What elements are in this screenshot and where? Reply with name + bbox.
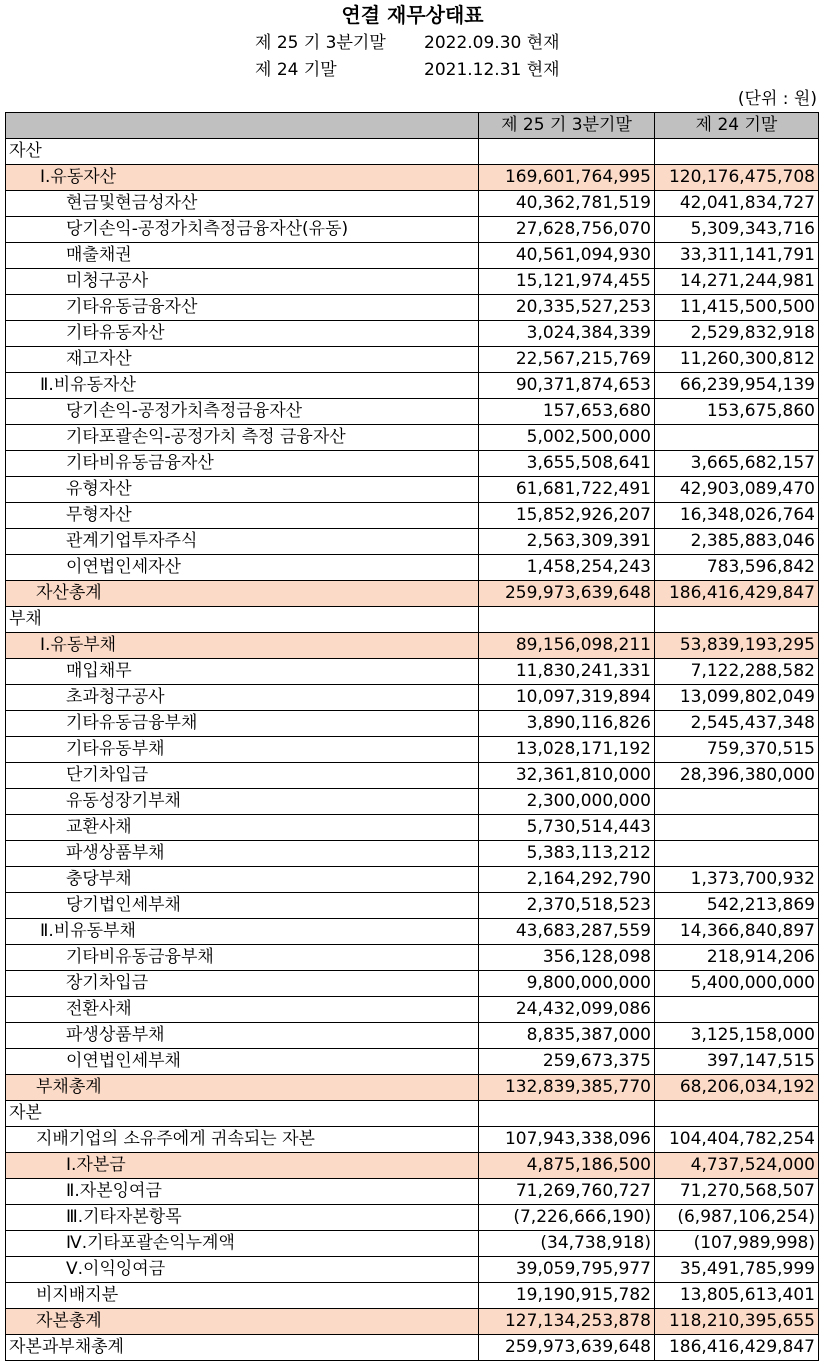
- account-name-cell: 이연법인세자산: [6, 555, 479, 581]
- current-amount-cell: 71,269,760,727: [479, 1179, 655, 1205]
- prior-amount-cell: 783,596,842: [655, 555, 819, 581]
- prior-amount-cell: [655, 789, 819, 815]
- current-amount-cell: 2,370,518,523: [479, 893, 655, 919]
- current-amount-cell: 43,683,287,559: [479, 919, 655, 945]
- current-amount-cell: 8,835,387,000: [479, 1023, 655, 1049]
- account-name-cell: 자본과부채총계: [6, 1335, 479, 1361]
- current-amount-cell: 32,361,810,000: [479, 763, 655, 789]
- current-amount-cell: 1,458,254,243: [479, 555, 655, 581]
- account-name-cell: 당기손익-공정가치측정금융자산: [6, 399, 479, 425]
- prior-amount-cell: [655, 425, 819, 451]
- table-row: [6, 295, 819, 321]
- prior-amount-cell: 4,737,524,000: [655, 1153, 819, 1179]
- current-amount-cell: [479, 1101, 655, 1127]
- prior-amount-cell: [655, 139, 819, 165]
- account-name-cell: 관계기업투자주식: [6, 529, 479, 555]
- prior-amount-cell: 1,373,700,932: [655, 867, 819, 893]
- current-amount-cell: (7,226,666,190): [479, 1205, 655, 1231]
- prior-amount-cell: 218,914,206: [655, 945, 819, 971]
- current-amount-cell: 15,852,926,207: [479, 503, 655, 529]
- table-row: [6, 997, 819, 1023]
- unit-label: (단위 : 원): [737, 89, 817, 109]
- account-name-cell: 기타비유동금융자산: [6, 451, 479, 477]
- prior-amount-cell: 35,491,785,999: [655, 1257, 819, 1283]
- prior-amount-cell: 186,416,429,847: [655, 1335, 819, 1361]
- prior-amount-cell: 3,665,682,157: [655, 451, 819, 477]
- table-header-row: [6, 113, 819, 139]
- current-amount-cell: 11,830,241,331: [479, 659, 655, 685]
- account-name-cell: 기타비유동금융부채: [6, 945, 479, 971]
- balance-sheet-table: [5, 112, 819, 1361]
- table-row: [6, 789, 819, 815]
- table-row: [6, 1231, 819, 1257]
- current-amount-cell: 40,362,781,519: [479, 191, 655, 217]
- current-amount-cell: 15,121,974,455: [479, 269, 655, 295]
- account-name-cell: 유형자산: [6, 477, 479, 503]
- account-name-cell: Ⅲ.기타자본항목: [6, 1205, 479, 1231]
- prior-amount-cell: 71,270,568,507: [655, 1179, 819, 1205]
- table-row: [6, 815, 819, 841]
- prior-amount-cell: 5,400,000,000: [655, 971, 819, 997]
- account-name-cell: 지배기업의 소유주에게 귀속되는 자본: [6, 1127, 479, 1153]
- prior-amount-cell: 28,396,380,000: [655, 763, 819, 789]
- prior-amount-cell: 42,903,089,470: [655, 477, 819, 503]
- account-name-cell: 당기법인세부채: [6, 893, 479, 919]
- current-amount-cell: 4,875,186,500: [479, 1153, 655, 1179]
- prior-amount-cell: 186,416,429,847: [655, 581, 819, 607]
- account-name-cell: 자산: [6, 139, 479, 165]
- account-name-cell: 부채: [6, 607, 479, 633]
- current-amount-cell: 5,383,113,212: [479, 841, 655, 867]
- table-body: [6, 139, 819, 1361]
- prior-amount-cell: [655, 841, 819, 867]
- table-row: [6, 347, 819, 373]
- table-row: [6, 191, 819, 217]
- current-amount-cell: 169,601,764,995: [479, 165, 655, 191]
- current-amount-cell: 5,730,514,443: [479, 815, 655, 841]
- prior-amount-cell: 5,309,343,716: [655, 217, 819, 243]
- current-amount-cell: 27,628,756,070: [479, 217, 655, 243]
- prior-amount-cell: 42,041,834,727: [655, 191, 819, 217]
- current-amount-cell: 40,561,094,930: [479, 243, 655, 269]
- account-name-cell: 미청구공사: [6, 269, 479, 295]
- prior-amount-cell: 7,122,288,582: [655, 659, 819, 685]
- current-column-header: 제 25 기 3분기말: [479, 113, 655, 139]
- current-amount-cell: 10,097,319,894: [479, 685, 655, 711]
- prior-amount-cell: [655, 1101, 819, 1127]
- table-row: [6, 451, 819, 477]
- current-period-label: 제 25 기 3분기말: [255, 33, 386, 53]
- prior-amount-cell: 104,404,782,254: [655, 1127, 819, 1153]
- current-amount-cell: 356,128,098: [479, 945, 655, 971]
- table-row: [6, 1309, 819, 1335]
- prior-amount-cell: [655, 607, 819, 633]
- account-name-cell: 교환사채: [6, 815, 479, 841]
- account-name-cell: 기타유동금융부채: [6, 711, 479, 737]
- account-name-cell: Ⅰ.유동자산: [6, 165, 479, 191]
- account-name-cell: 충당부채: [6, 867, 479, 893]
- account-name-cell: 파생상품부채: [6, 1023, 479, 1049]
- table-row: [6, 425, 819, 451]
- table-row: [6, 1127, 819, 1153]
- current-amount-cell: 22,567,215,769: [479, 347, 655, 373]
- table-row: [6, 893, 819, 919]
- prior-amount-cell: 2,385,883,046: [655, 529, 819, 555]
- account-name-cell: 자본: [6, 1101, 479, 1127]
- table-row: [6, 477, 819, 503]
- current-amount-cell: 13,028,171,192: [479, 737, 655, 763]
- prior-amount-cell: 53,839,193,295: [655, 633, 819, 659]
- current-period-date: 2022.09.30 현재: [424, 33, 560, 53]
- current-amount-cell: 90,371,874,653: [479, 373, 655, 399]
- current-amount-cell: [479, 139, 655, 165]
- current-amount-cell: 3,024,384,339: [479, 321, 655, 347]
- table-row: [6, 659, 819, 685]
- account-name-cell: Ⅱ.비유동부채: [6, 919, 479, 945]
- table-row: [6, 711, 819, 737]
- current-amount-cell: [479, 607, 655, 633]
- current-amount-cell: 9,800,000,000: [479, 971, 655, 997]
- prior-period-label: 제 24 기말: [255, 60, 337, 80]
- account-name-cell: 파생상품부채: [6, 841, 479, 867]
- table-row: [6, 243, 819, 269]
- current-amount-cell: 2,300,000,000: [479, 789, 655, 815]
- table-row: [6, 971, 819, 997]
- current-amount-cell: 157,653,680: [479, 399, 655, 425]
- table-row: [6, 581, 819, 607]
- prior-amount-cell: 120,176,475,708: [655, 165, 819, 191]
- prior-amount-cell: [655, 815, 819, 841]
- prior-amount-cell: 153,675,860: [655, 399, 819, 425]
- prior-amount-cell: 33,311,141,791: [655, 243, 819, 269]
- table-row: [6, 633, 819, 659]
- table-row: [6, 555, 819, 581]
- prior-amount-cell: (107,989,998): [655, 1231, 819, 1257]
- current-amount-cell: 89,156,098,211: [479, 633, 655, 659]
- table-row: [6, 737, 819, 763]
- account-name-cell: Ⅴ.이익잉여금: [6, 1257, 479, 1283]
- current-amount-cell: 5,002,500,000: [479, 425, 655, 451]
- statement-title: 연결 재무상태표: [341, 3, 484, 27]
- prior-amount-cell: 542,213,869: [655, 893, 819, 919]
- prior-column-header: 제 24 기말: [655, 113, 819, 139]
- current-amount-cell: 2,563,309,391: [479, 529, 655, 555]
- account-name-cell: 재고자산: [6, 347, 479, 373]
- table-row: [6, 841, 819, 867]
- current-amount-cell: 61,681,722,491: [479, 477, 655, 503]
- account-name-cell: 비지배지분: [6, 1283, 479, 1309]
- account-name-cell: 현금및현금성자산: [6, 191, 479, 217]
- account-column-header: [6, 113, 479, 139]
- current-amount-cell: 39,059,795,977: [479, 1257, 655, 1283]
- account-name-cell: 이연법인세부채: [6, 1049, 479, 1075]
- prior-amount-cell: 2,545,437,348: [655, 711, 819, 737]
- prior-amount-cell: 14,366,840,897: [655, 919, 819, 945]
- account-name-cell: 자본총계: [6, 1309, 479, 1335]
- table-row: [6, 607, 819, 633]
- table-row: [6, 919, 819, 945]
- account-name-cell: 유동성장기부채: [6, 789, 479, 815]
- current-amount-cell: 2,164,292,790: [479, 867, 655, 893]
- table-row: [6, 269, 819, 295]
- table-row: [6, 1049, 819, 1075]
- prior-amount-cell: 13,099,802,049: [655, 685, 819, 711]
- current-amount-cell: 20,335,527,253: [479, 295, 655, 321]
- account-name-cell: 기타포괄손익-공정가치 측정 금융자산: [6, 425, 479, 451]
- table-row: [6, 867, 819, 893]
- table-row: [6, 1101, 819, 1127]
- account-name-cell: 기타유동자산: [6, 321, 479, 347]
- current-amount-cell: 107,943,338,096: [479, 1127, 655, 1153]
- table-row: [6, 763, 819, 789]
- prior-amount-cell: 13,805,613,401: [655, 1283, 819, 1309]
- account-name-cell: 자산총계: [6, 581, 479, 607]
- prior-amount-cell: 11,260,300,812: [655, 347, 819, 373]
- current-amount-cell: 132,839,385,770: [479, 1075, 655, 1101]
- prior-period-date: 2021.12.31 현재: [424, 60, 560, 80]
- current-amount-cell: 3,655,508,641: [479, 451, 655, 477]
- account-name-cell: 매입채무: [6, 659, 479, 685]
- prior-amount-cell: 66,239,954,139: [655, 373, 819, 399]
- account-name-cell: 매출채권: [6, 243, 479, 269]
- account-name-cell: 초과청구공사: [6, 685, 479, 711]
- prior-amount-cell: 68,206,034,192: [655, 1075, 819, 1101]
- table-row: [6, 399, 819, 425]
- account-name-cell: 당기손익-공정가치측정금융자산(유동): [6, 217, 479, 243]
- prior-amount-cell: 2,529,832,918: [655, 321, 819, 347]
- table-row: [6, 529, 819, 555]
- account-name-cell: Ⅱ.자본잉여금: [6, 1179, 479, 1205]
- table-row: [6, 373, 819, 399]
- current-amount-cell: 24,432,099,086: [479, 997, 655, 1023]
- table-row: [6, 321, 819, 347]
- prior-amount-cell: 14,271,244,981: [655, 269, 819, 295]
- prior-amount-cell: 11,415,500,500: [655, 295, 819, 321]
- account-name-cell: 기타유동금융자산: [6, 295, 479, 321]
- prior-amount-cell: 759,370,515: [655, 737, 819, 763]
- table-row: [6, 945, 819, 971]
- table-row: [6, 503, 819, 529]
- table-row: [6, 685, 819, 711]
- account-name-cell: 장기차입금: [6, 971, 479, 997]
- prior-amount-cell: (6,987,106,254): [655, 1205, 819, 1231]
- current-amount-cell: (34,738,918): [479, 1231, 655, 1257]
- table-row: [6, 1023, 819, 1049]
- prior-amount-cell: 16,348,026,764: [655, 503, 819, 529]
- table-row: [6, 1335, 819, 1361]
- current-amount-cell: 259,673,375: [479, 1049, 655, 1075]
- account-name-cell: 전환사채: [6, 997, 479, 1023]
- account-name-cell: Ⅰ.유동부채: [6, 633, 479, 659]
- prior-amount-cell: 397,147,515: [655, 1049, 819, 1075]
- account-name-cell: Ⅳ.기타포괄손익누계액: [6, 1231, 479, 1257]
- table-row: [6, 217, 819, 243]
- account-name-cell: 부채총계: [6, 1075, 479, 1101]
- table-row: [6, 1205, 819, 1231]
- table-row: [6, 1075, 819, 1101]
- table-row: [6, 1257, 819, 1283]
- current-amount-cell: 3,890,116,826: [479, 711, 655, 737]
- current-amount-cell: 259,973,639,648: [479, 1335, 655, 1361]
- current-amount-cell: 127,134,253,878: [479, 1309, 655, 1335]
- table-row: [6, 1283, 819, 1309]
- account-name-cell: Ⅰ.자본금: [6, 1153, 479, 1179]
- table-row: [6, 165, 819, 191]
- prior-amount-cell: [655, 997, 819, 1023]
- account-name-cell: Ⅱ.비유동자산: [6, 373, 479, 399]
- table-row: [6, 1179, 819, 1205]
- table-row: [6, 1153, 819, 1179]
- prior-amount-cell: 3,125,158,000: [655, 1023, 819, 1049]
- current-amount-cell: 19,190,915,782: [479, 1283, 655, 1309]
- account-name-cell: 기타유동부채: [6, 737, 479, 763]
- current-amount-cell: 259,973,639,648: [479, 581, 655, 607]
- account-name-cell: 단기차입금: [6, 763, 479, 789]
- table-row: [6, 139, 819, 165]
- account-name-cell: 무형자산: [6, 503, 479, 529]
- prior-amount-cell: 118,210,395,655: [655, 1309, 819, 1335]
